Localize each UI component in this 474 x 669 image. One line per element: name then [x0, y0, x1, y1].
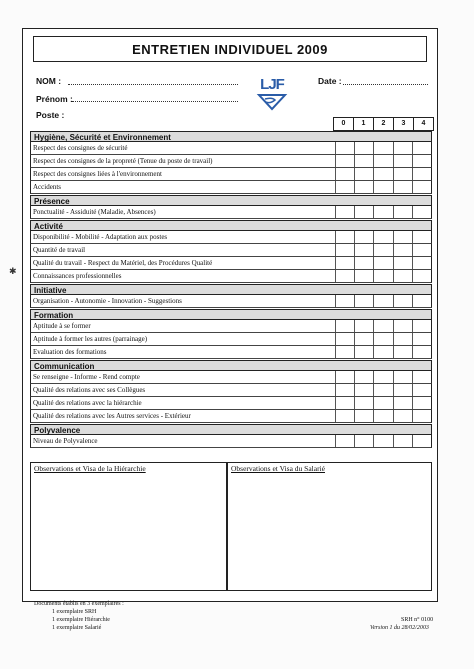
- score-cell[interactable]: [335, 435, 354, 447]
- score-cell[interactable]: [335, 384, 354, 396]
- score-cell[interactable]: [354, 295, 373, 307]
- score-3: 3: [393, 118, 413, 130]
- score-cell[interactable]: [412, 206, 431, 218]
- score-cell[interactable]: [354, 168, 373, 180]
- score-scale-header: [333, 117, 434, 131]
- score-cell[interactable]: [335, 410, 354, 422]
- criterion-row: [30, 155, 432, 168]
- criterion-label: Ponctualité - Assiduité (Maladie, Absences): [33, 208, 156, 216]
- score-cell[interactable]: [373, 435, 392, 447]
- copy-srh: 1 exemplaire SRH: [52, 609, 97, 615]
- observations-hierarchie-box[interactable]: [30, 462, 227, 591]
- score-cell[interactable]: [393, 244, 412, 256]
- criterion-row: [30, 270, 432, 283]
- observations-salarie-label: Observations et Visa du Salarié: [231, 464, 325, 473]
- score-cell[interactable]: [412, 168, 431, 180]
- score-cell[interactable]: [335, 320, 354, 332]
- criterion-row: [30, 168, 432, 181]
- score-cell[interactable]: [373, 181, 392, 193]
- criterion-label: Aptitude à former les autres (parrainage): [33, 335, 148, 343]
- score-4: 4: [413, 118, 433, 130]
- criterion-row: [30, 244, 432, 257]
- copies-title: Documents établis en 3 exemplaires :: [34, 601, 124, 607]
- score-cell[interactable]: [412, 155, 431, 167]
- score-2: 2: [373, 118, 393, 130]
- prenom-label: Prénom :: [36, 94, 73, 104]
- score-cell[interactable]: [354, 320, 373, 332]
- logo-text: LJF: [260, 76, 284, 93]
- observations-hierarchie-label: Observations et Visa de la Hiérarchie: [34, 464, 146, 473]
- score-cell[interactable]: [393, 155, 412, 167]
- score-cell[interactable]: [393, 142, 412, 154]
- score-cell[interactable]: [354, 435, 373, 447]
- nom-label: NOM :: [36, 76, 62, 86]
- criterion-row: [30, 346, 432, 359]
- score-cell[interactable]: [373, 320, 392, 332]
- score-cell[interactable]: [335, 231, 354, 243]
- score-cell[interactable]: [393, 295, 412, 307]
- score-cell[interactable]: [412, 346, 431, 358]
- score-cell[interactable]: [412, 384, 431, 396]
- criterion-row: [30, 231, 432, 244]
- criterion-label: Qualité du travail - Respect du Matériel, des Procédures Qualité: [33, 259, 213, 267]
- score-cell[interactable]: [412, 257, 431, 269]
- document-ref: SRH n° 0100: [401, 617, 434, 623]
- score-cell[interactable]: [354, 371, 373, 383]
- score-cell[interactable]: [373, 397, 392, 409]
- score-cell[interactable]: [412, 435, 431, 447]
- score-0: 0: [341, 120, 346, 127]
- score-cell[interactable]: [373, 257, 392, 269]
- score-cell[interactable]: [412, 295, 431, 307]
- score-cell[interactable]: [412, 244, 431, 256]
- criterion-label: Respect des consignes de la propreté (Tenue du poste de travail): [33, 157, 213, 165]
- score-cell[interactable]: [412, 333, 431, 345]
- section-header: Polyvalence: [30, 424, 432, 435]
- section-header: Hygiène, Sécurité et Environnement: [30, 131, 432, 142]
- score-cell[interactable]: [354, 270, 373, 282]
- score-cell[interactable]: [393, 231, 412, 243]
- score-cell[interactable]: [335, 295, 354, 307]
- criterion-label: Connaissances professionnelles: [33, 272, 122, 280]
- nom-field[interactable]: [68, 84, 238, 85]
- score-cell[interactable]: [335, 270, 354, 282]
- logo-emblem-icon: [252, 76, 292, 112]
- criterion-label: Organisation - Autonomie - Innovation - Suggestions: [33, 297, 182, 305]
- score-cell[interactable]: [393, 410, 412, 422]
- score-cell[interactable]: [335, 168, 354, 180]
- observations-salarie-box[interactable]: [227, 462, 432, 591]
- score-1: 1: [353, 118, 373, 130]
- score-cell[interactable]: [354, 397, 373, 409]
- score-cell[interactable]: [354, 155, 373, 167]
- date-label: Date :: [318, 76, 342, 86]
- score-cell[interactable]: [335, 333, 354, 345]
- score-cell[interactable]: [373, 270, 392, 282]
- form-title: ENTRETIEN INDIVIDUEL 2009: [33, 36, 427, 62]
- score-cell[interactable]: [393, 333, 412, 345]
- score-cell[interactable]: [412, 320, 431, 332]
- criterion-label: Accidents: [33, 183, 61, 191]
- score-cell[interactable]: [335, 155, 354, 167]
- section-header: Activité: [30, 220, 432, 231]
- date-field[interactable]: [343, 84, 428, 85]
- score-cell[interactable]: [412, 397, 431, 409]
- section-header: Présence: [30, 195, 432, 206]
- score-cell[interactable]: [393, 270, 412, 282]
- copy-hierarchie: 1 exemplaire Hiérarchie: [52, 617, 110, 623]
- score-cell[interactable]: [335, 346, 354, 358]
- score-cell[interactable]: [393, 181, 412, 193]
- score-cell[interactable]: [373, 384, 392, 396]
- score-cell[interactable]: [354, 231, 373, 243]
- section-header: Initiative: [30, 284, 432, 295]
- criterion-row: [30, 410, 432, 423]
- score-cell[interactable]: [354, 333, 373, 345]
- poste-label: Poste :: [36, 110, 65, 120]
- score-cell[interactable]: [354, 181, 373, 193]
- score-cell[interactable]: [354, 384, 373, 396]
- criterion-label: Respect des consignes de sécurité: [33, 144, 128, 152]
- score-cell[interactable]: [373, 155, 392, 167]
- section-header: Communication: [30, 360, 432, 371]
- score-cell[interactable]: [373, 142, 392, 154]
- score-cell[interactable]: [393, 320, 412, 332]
- company-logo: [252, 76, 292, 112]
- score-cell[interactable]: [393, 168, 412, 180]
- criterion-row: [30, 181, 432, 194]
- criterion-label: Qualité des relations avec les Autres services - Extérieur: [33, 412, 191, 420]
- criterion-row: [30, 257, 432, 270]
- criterion-label: Evaluation des formations: [33, 348, 107, 356]
- score-cell[interactable]: [412, 270, 431, 282]
- score-cell[interactable]: [354, 244, 373, 256]
- copy-salarie: 1 exemplaire Salarié: [52, 625, 102, 631]
- score-cell[interactable]: [373, 346, 392, 358]
- score-cell[interactable]: [412, 371, 431, 383]
- prenom-field[interactable]: [72, 101, 238, 102]
- score-cell[interactable]: [354, 206, 373, 218]
- criterion-label: Qualité des relations avec la hiérarchie: [33, 399, 142, 407]
- score-cell[interactable]: [412, 181, 431, 193]
- score-cell[interactable]: [354, 346, 373, 358]
- score-cell[interactable]: [354, 257, 373, 269]
- criterion-label: Qualité des relations avec ses Collègues: [33, 386, 146, 394]
- criterion-label: Aptitude à se former: [33, 322, 91, 330]
- criterion-row: [30, 295, 432, 308]
- criterion-row: [30, 333, 432, 346]
- criterion-row: [30, 371, 432, 384]
- criterion-row: [30, 320, 432, 333]
- criterion-label: Niveau de Polyvalence: [33, 437, 98, 445]
- score-cell[interactable]: [373, 244, 392, 256]
- criterion-row: [30, 142, 432, 155]
- score-cell[interactable]: [335, 397, 354, 409]
- score-cell[interactable]: [354, 410, 373, 422]
- score-cell[interactable]: [373, 295, 392, 307]
- score-cell[interactable]: [373, 231, 392, 243]
- score-cell[interactable]: [393, 384, 412, 396]
- score-cell[interactable]: [373, 168, 392, 180]
- criterion-row: [30, 384, 432, 397]
- score-cell[interactable]: [354, 142, 373, 154]
- criterion-label: Quantité de travail: [33, 246, 86, 254]
- score-cell[interactable]: [373, 371, 392, 383]
- score-cell[interactable]: [393, 371, 412, 383]
- score-cell[interactable]: [393, 435, 412, 447]
- score-cell[interactable]: [393, 346, 412, 358]
- criterion-label: Respect des consignes liées à l'environnement: [33, 170, 162, 178]
- score-cell[interactable]: [373, 410, 392, 422]
- score-cell[interactable]: [335, 206, 354, 218]
- scan-mark-icon: ✱: [9, 266, 17, 276]
- copies-note: [34, 600, 124, 632]
- score-cell[interactable]: [335, 142, 354, 154]
- document-version: Version 1 du 28/02/2003: [370, 625, 429, 631]
- section-header: Formation: [30, 309, 432, 320]
- score-cell[interactable]: [335, 181, 354, 193]
- score-cell[interactable]: [373, 333, 392, 345]
- score-cell[interactable]: [412, 142, 431, 154]
- criterion-row: [30, 435, 432, 448]
- score-cell[interactable]: [412, 231, 431, 243]
- score-cell[interactable]: [393, 257, 412, 269]
- criterion-row: [30, 206, 432, 219]
- criterion-label: Se renseigne - Informe - Rend compte: [33, 373, 140, 381]
- score-cell[interactable]: [373, 206, 392, 218]
- score-cell[interactable]: [335, 371, 354, 383]
- score-cell[interactable]: [335, 257, 354, 269]
- criterion-row: [30, 397, 432, 410]
- score-cell[interactable]: [393, 206, 412, 218]
- score-cell[interactable]: [412, 410, 431, 422]
- score-cell[interactable]: [393, 397, 412, 409]
- score-cell[interactable]: [335, 244, 354, 256]
- criterion-label: Disponibilité - Mobilité - Adaptation aux postes: [33, 233, 168, 241]
